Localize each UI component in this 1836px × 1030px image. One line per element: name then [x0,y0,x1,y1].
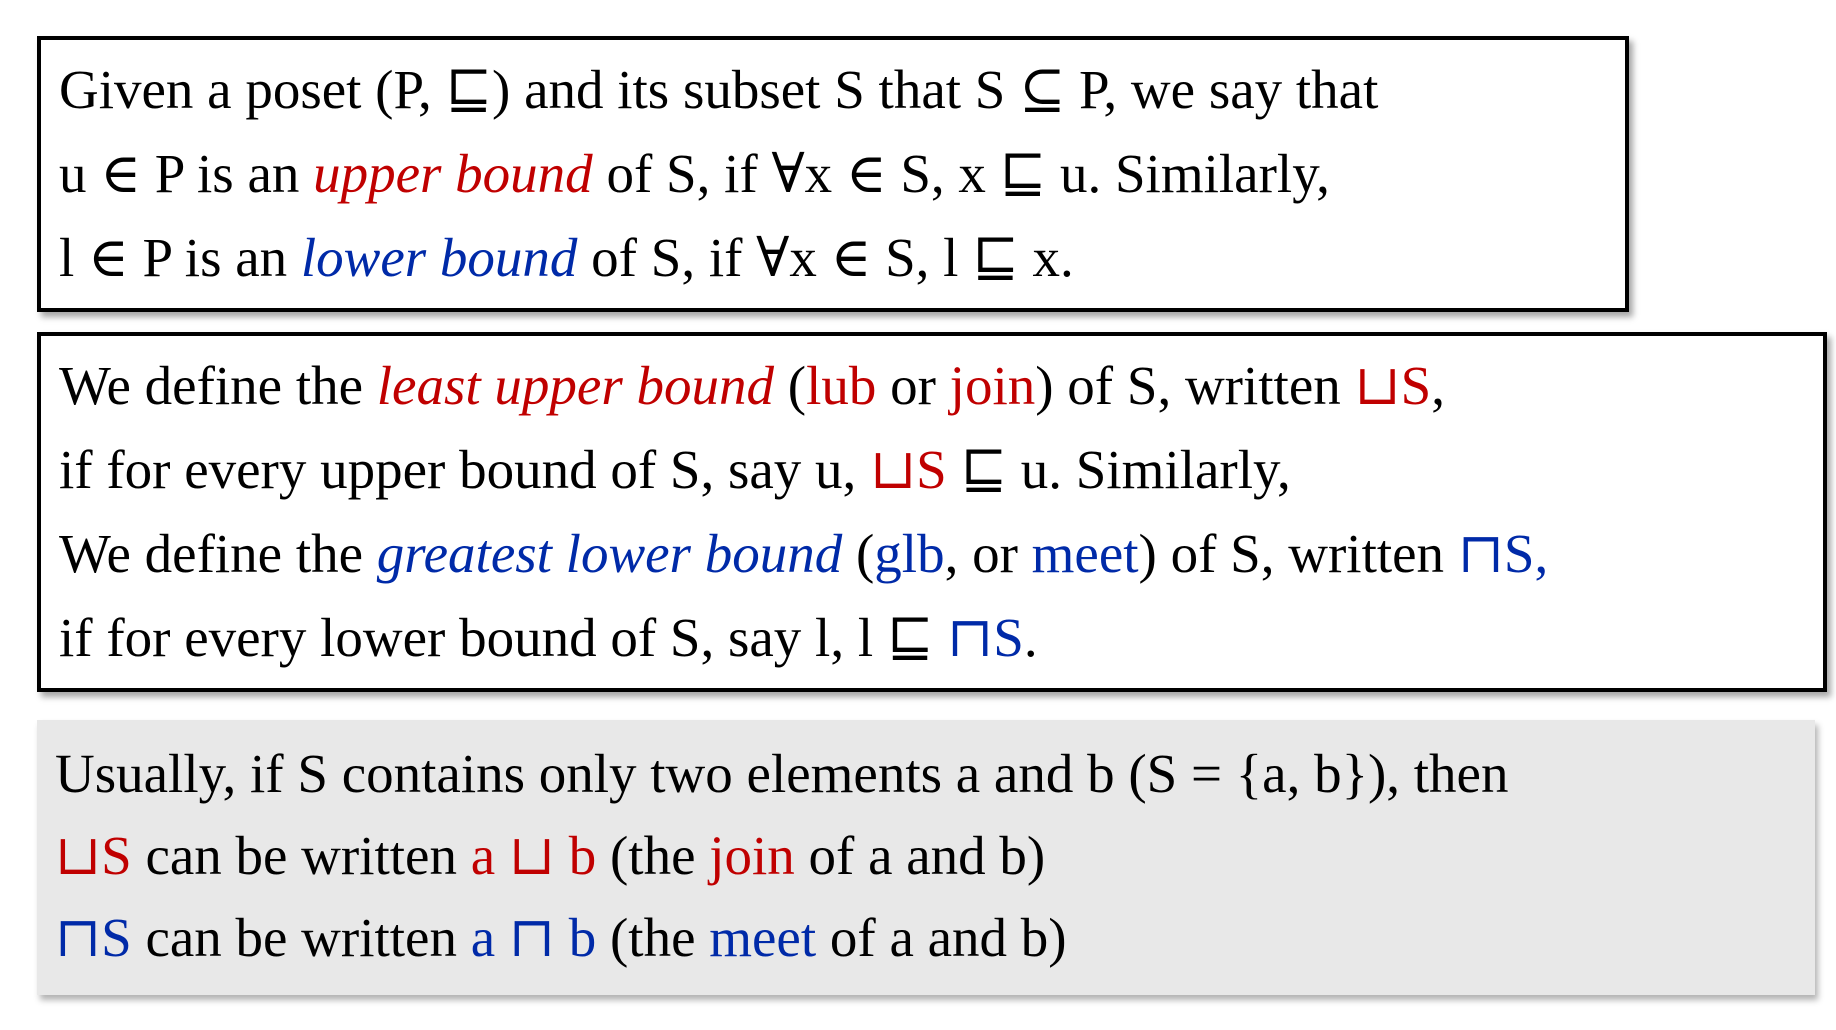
glb-line-1 [59,522,1548,586]
join-term: join [949,355,1036,416]
glb-line-2-c: . [1023,607,1038,668]
meet-symbol: ⊓S, [1457,523,1549,584]
meet-term-2: meet [709,907,817,968]
note-line-2 [55,824,1045,888]
join-symbol-3: ⊔S [55,825,132,886]
glb-line-1-g: ) of S, written [1138,523,1458,584]
glb-line-1-e: , or [944,523,1032,584]
greatest-lower-bound-term: greatest lower bound [376,523,843,584]
glb-term: glb [874,523,945,584]
lub-line-1-g: ) of S, written [1035,355,1355,416]
note-line-2-b: can be written [131,825,471,886]
note-line-1-text: Usually, if S contains only two elements a and b (S = {a, b}), then [55,743,1509,804]
bounds-line-1-text: Given a poset (P, ⊑) and its subset S that S ⊆ P, we say that [59,59,1379,120]
join-symbol: ⊔S [1354,355,1432,416]
bounds-line-3-suffix: of S, if ∀x ∈ S, l ⊑ x. [577,227,1074,288]
lub-line-1 [59,354,1445,418]
lub-line-2-a: if for every upper bound of S, say u, [59,439,871,500]
notation-note-box [37,720,1815,995]
glb-line-2-a: if for every lower bound of S, say l, l ⊑ [59,607,948,668]
least-upper-bound-term: least upper bound [376,355,774,416]
glb-line-1-a: We define the [59,523,377,584]
bounds-definition-box [37,36,1629,312]
lub-line-1-e: or [876,355,950,416]
glb-line-1-c: ( [842,523,875,584]
meet-term: meet [1031,523,1139,584]
bounds-line-3 [59,226,1074,290]
lub-glb-definition-box [37,332,1827,692]
join-term-2: join [709,825,795,886]
lub-line-2 [59,438,1291,502]
lub-line-1-a: We define the [59,355,377,416]
lub-line-2-c: ⊑ u. Similarly, [946,439,1291,500]
glb-line-2 [59,606,1038,670]
bounds-line-2 [59,142,1330,206]
note-line-2-d: (the [596,825,710,886]
note-line-3 [55,906,1067,970]
note-line-3-b: can be written [131,907,471,968]
note-line-2-f: of a and b) [794,825,1046,886]
meet-symbol-2: ⊓S [947,607,1024,668]
meet-symbol-3: ⊓S [55,907,132,968]
join-symbol-2: ⊔S [870,439,947,500]
lower-bound-term: lower bound [300,227,578,288]
upper-bound-term: upper bound [313,143,593,204]
bounds-line-2-suffix: of S, if ∀x ∈ S, x ⊑ u. Similarly, [592,143,1330,204]
bounds-line-2-prefix: u ∈ P is an [59,143,314,204]
meet-expression: a ⊓ b [470,907,597,968]
lub-line-1-i: , [1431,355,1445,416]
lub-term: lub [806,355,877,416]
note-line-3-f: of a and b) [816,907,1067,968]
bounds-line-1 [59,58,1378,122]
note-line-1 [55,742,1508,806]
join-expression: a ⊔ b [470,825,597,886]
lub-line-1-c: ( [773,355,807,416]
note-line-3-d: (the [596,907,710,968]
bounds-line-3-prefix: l ∈ P is an [59,227,301,288]
